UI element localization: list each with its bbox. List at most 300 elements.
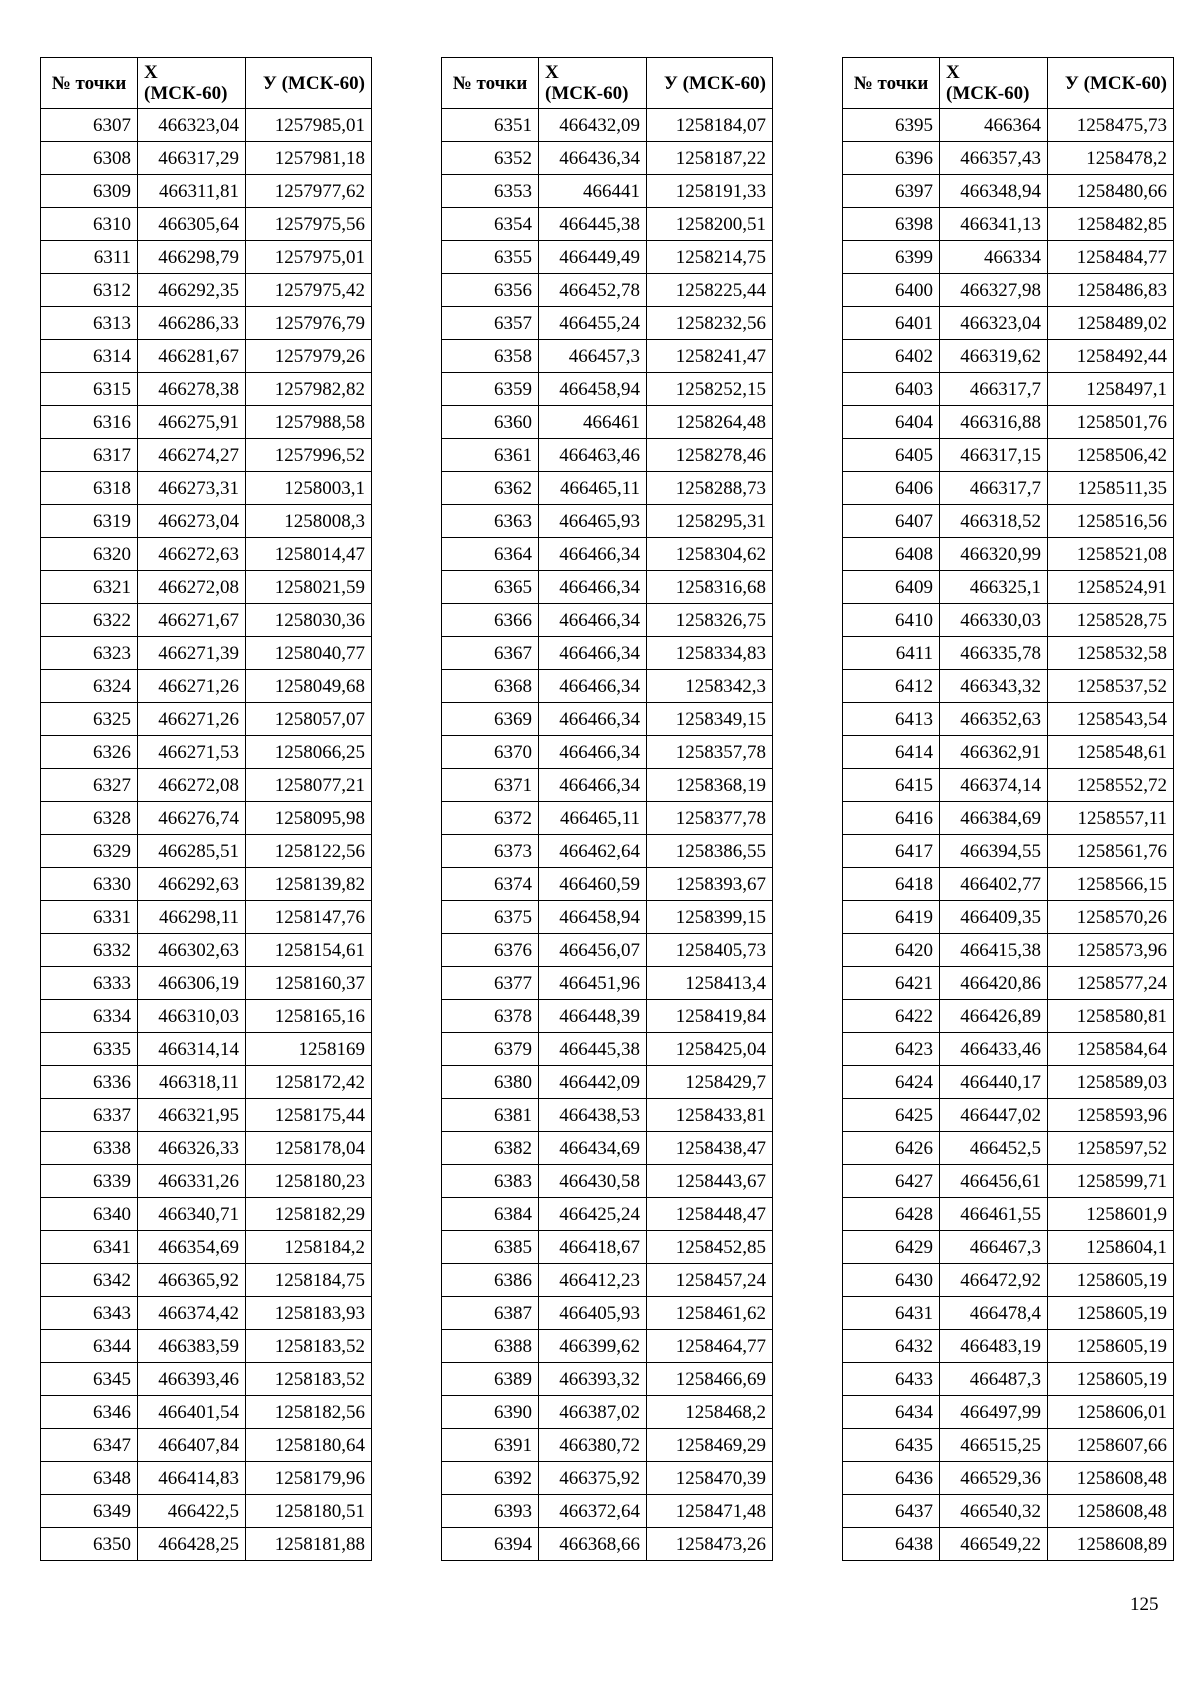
cell-point-number: 6362	[442, 472, 539, 505]
table-row	[41, 472, 372, 505]
cell-x-coordinate: 466452,5	[940, 1132, 1048, 1165]
table-row	[442, 1429, 773, 1462]
cell-x-coordinate: 466466,34	[539, 571, 647, 604]
cell-y-coordinate: 1258160,37	[246, 967, 372, 1000]
cell-y-coordinate: 1258241,47	[647, 340, 773, 373]
cell-x-coordinate: 466298,11	[138, 901, 246, 934]
cell-x-coordinate: 466466,34	[539, 769, 647, 802]
cell-point-number: 6407	[843, 505, 940, 538]
cell-x-coordinate: 466472,92	[940, 1264, 1048, 1297]
cell-point-number: 6332	[41, 934, 138, 967]
cell-y-coordinate: 1258183,52	[246, 1363, 372, 1396]
cell-point-number: 6321	[41, 571, 138, 604]
cell-x-coordinate: 466422,5	[138, 1495, 246, 1528]
cell-y-coordinate: 1258225,44	[647, 274, 773, 307]
cell-x-coordinate: 466487,3	[940, 1363, 1048, 1396]
cell-y-coordinate: 1258357,78	[647, 736, 773, 769]
cell-point-number: 6328	[41, 802, 138, 835]
header-x-coordinate: X (МСК-60)	[539, 58, 647, 109]
cell-x-coordinate: 466326,33	[138, 1132, 246, 1165]
cell-y-coordinate: 1258182,29	[246, 1198, 372, 1231]
table-row	[41, 901, 372, 934]
cell-x-coordinate: 466311,81	[138, 175, 246, 208]
cell-point-number: 6412	[843, 670, 940, 703]
cell-point-number: 6393	[442, 1495, 539, 1528]
cell-point-number: 6334	[41, 1000, 138, 1033]
cell-point-number: 6313	[41, 307, 138, 340]
table-row	[442, 637, 773, 670]
cell-point-number: 6390	[442, 1396, 539, 1429]
table-header-row	[843, 58, 1174, 109]
cell-y-coordinate: 1258252,15	[647, 373, 773, 406]
cell-y-coordinate: 1258599,71	[1048, 1165, 1174, 1198]
table-row	[41, 1363, 372, 1396]
cell-point-number: 6394	[442, 1528, 539, 1561]
cell-x-coordinate: 466529,36	[940, 1462, 1048, 1495]
table-row	[41, 1033, 372, 1066]
cell-x-coordinate: 466331,26	[138, 1165, 246, 1198]
cell-point-number: 6351	[442, 109, 539, 142]
table-row	[41, 1132, 372, 1165]
cell-point-number: 6370	[442, 736, 539, 769]
table-row	[442, 736, 773, 769]
cell-x-coordinate: 466341,13	[940, 208, 1048, 241]
cell-point-number: 6399	[843, 241, 940, 274]
cell-point-number: 6383	[442, 1165, 539, 1198]
cell-x-coordinate: 466319,62	[940, 340, 1048, 373]
cell-y-coordinate: 1258030,36	[246, 604, 372, 637]
cell-point-number: 6338	[41, 1132, 138, 1165]
cell-y-coordinate: 1258484,77	[1048, 241, 1174, 274]
cell-point-number: 6366	[442, 604, 539, 637]
cell-y-coordinate: 1258524,91	[1048, 571, 1174, 604]
cell-point-number: 6347	[41, 1429, 138, 1462]
cell-point-number: 6427	[843, 1165, 940, 1198]
cell-y-coordinate: 1258429,7	[647, 1066, 773, 1099]
table-row	[843, 703, 1174, 736]
table-row	[442, 340, 773, 373]
cell-y-coordinate: 1258593,96	[1048, 1099, 1174, 1132]
cell-point-number: 6409	[843, 571, 940, 604]
cell-y-coordinate: 1258470,39	[647, 1462, 773, 1495]
cell-point-number: 6433	[843, 1363, 940, 1396]
cell-x-coordinate: 466320,99	[940, 538, 1048, 571]
cell-point-number: 6326	[41, 736, 138, 769]
table-row	[442, 1363, 773, 1396]
cell-x-coordinate: 466442,09	[539, 1066, 647, 1099]
cell-y-coordinate: 1257996,52	[246, 439, 372, 472]
coordinates-table-1	[40, 57, 372, 1561]
cell-y-coordinate: 1258452,85	[647, 1231, 773, 1264]
cell-x-coordinate: 466465,11	[539, 802, 647, 835]
cell-point-number: 6360	[442, 406, 539, 439]
cell-y-coordinate: 1258169	[246, 1033, 372, 1066]
cell-y-coordinate: 1258492,44	[1048, 340, 1174, 373]
cell-point-number: 6350	[41, 1528, 138, 1561]
cell-y-coordinate: 1257975,01	[246, 241, 372, 274]
cell-point-number: 6392	[442, 1462, 539, 1495]
cell-x-coordinate: 466415,38	[940, 934, 1048, 967]
cell-y-coordinate: 1258448,47	[647, 1198, 773, 1231]
table-row	[442, 835, 773, 868]
cell-point-number: 6435	[843, 1429, 940, 1462]
cell-x-coordinate: 466374,14	[940, 769, 1048, 802]
table-row	[843, 604, 1174, 637]
cell-x-coordinate: 466399,62	[539, 1330, 647, 1363]
cell-y-coordinate: 1258604,1	[1048, 1231, 1174, 1264]
table-row	[41, 406, 372, 439]
cell-x-coordinate: 466461,55	[940, 1198, 1048, 1231]
cell-x-coordinate: 466461	[539, 406, 647, 439]
cell-y-coordinate: 1258003,1	[246, 472, 372, 505]
table-row	[843, 1198, 1174, 1231]
cell-point-number: 6401	[843, 307, 940, 340]
cell-point-number: 6339	[41, 1165, 138, 1198]
table-row	[41, 1396, 372, 1429]
cell-point-number: 6340	[41, 1198, 138, 1231]
cell-x-coordinate: 466432,09	[539, 109, 647, 142]
cell-point-number: 6384	[442, 1198, 539, 1231]
cell-x-coordinate: 466271,67	[138, 604, 246, 637]
cell-y-coordinate: 1258180,51	[246, 1495, 372, 1528]
table-row	[442, 703, 773, 736]
table-row	[843, 802, 1174, 835]
cell-x-coordinate: 466414,83	[138, 1462, 246, 1495]
header-y-coordinate: У (МСК-60)	[1048, 58, 1174, 109]
cell-y-coordinate: 1257977,62	[246, 175, 372, 208]
cell-y-coordinate: 1258182,56	[246, 1396, 372, 1429]
cell-y-coordinate: 1258393,67	[647, 868, 773, 901]
cell-y-coordinate: 1258139,82	[246, 868, 372, 901]
cell-x-coordinate: 466465,11	[539, 472, 647, 505]
cell-point-number: 6410	[843, 604, 940, 637]
cell-x-coordinate: 466306,19	[138, 967, 246, 1000]
cell-y-coordinate: 1258475,73	[1048, 109, 1174, 142]
table-row	[843, 1396, 1174, 1429]
cell-x-coordinate: 466330,03	[940, 604, 1048, 637]
cell-point-number: 6331	[41, 901, 138, 934]
cell-point-number: 6431	[843, 1297, 940, 1330]
cell-point-number: 6413	[843, 703, 940, 736]
cell-x-coordinate: 466466,34	[539, 703, 647, 736]
cell-point-number: 6416	[843, 802, 940, 835]
cell-y-coordinate: 1258433,81	[647, 1099, 773, 1132]
cell-x-coordinate: 466466,34	[539, 637, 647, 670]
cell-y-coordinate: 1258605,19	[1048, 1330, 1174, 1363]
cell-point-number: 6387	[442, 1297, 539, 1330]
cell-x-coordinate: 466348,94	[940, 175, 1048, 208]
cell-point-number: 6381	[442, 1099, 539, 1132]
table-row	[843, 373, 1174, 406]
cell-point-number: 6437	[843, 1495, 940, 1528]
cell-y-coordinate: 1258516,56	[1048, 505, 1174, 538]
cell-y-coordinate: 1258532,58	[1048, 637, 1174, 670]
cell-y-coordinate: 1257975,56	[246, 208, 372, 241]
table-row	[843, 1330, 1174, 1363]
table-row	[442, 1132, 773, 1165]
cell-point-number: 6377	[442, 967, 539, 1000]
cell-point-number: 6343	[41, 1297, 138, 1330]
cell-y-coordinate: 1258021,59	[246, 571, 372, 604]
cell-x-coordinate: 466451,96	[539, 967, 647, 1000]
cell-point-number: 6323	[41, 637, 138, 670]
cell-y-coordinate: 1258008,3	[246, 505, 372, 538]
cell-x-coordinate: 466272,63	[138, 538, 246, 571]
cell-y-coordinate: 1258295,31	[647, 505, 773, 538]
table-row	[41, 1297, 372, 1330]
cell-x-coordinate: 466286,33	[138, 307, 246, 340]
cell-x-coordinate: 466384,69	[940, 802, 1048, 835]
table-row	[843, 868, 1174, 901]
cell-point-number: 6314	[41, 340, 138, 373]
cell-point-number: 6330	[41, 868, 138, 901]
cell-point-number: 6419	[843, 901, 940, 934]
cell-x-coordinate: 466292,63	[138, 868, 246, 901]
cell-x-coordinate: 466445,38	[539, 1033, 647, 1066]
table-row	[41, 340, 372, 373]
cell-point-number: 6322	[41, 604, 138, 637]
cell-y-coordinate: 1258557,11	[1048, 802, 1174, 835]
cell-point-number: 6436	[843, 1462, 940, 1495]
cell-x-coordinate: 466448,39	[539, 1000, 647, 1033]
cell-point-number: 6386	[442, 1264, 539, 1297]
cell-x-coordinate: 466445,38	[539, 208, 647, 241]
cell-x-coordinate: 466365,92	[138, 1264, 246, 1297]
table-row	[41, 637, 372, 670]
table-row	[41, 571, 372, 604]
coordinates-table-2	[441, 57, 773, 1561]
cell-x-coordinate: 466372,64	[539, 1495, 647, 1528]
cell-y-coordinate: 1258566,15	[1048, 868, 1174, 901]
cell-y-coordinate: 1258497,1	[1048, 373, 1174, 406]
cell-y-coordinate: 1258466,69	[647, 1363, 773, 1396]
cell-point-number: 6369	[442, 703, 539, 736]
header-y-coordinate: У (МСК-60)	[647, 58, 773, 109]
cell-y-coordinate: 1258464,77	[647, 1330, 773, 1363]
table-row	[41, 967, 372, 1000]
cell-y-coordinate: 1258521,08	[1048, 538, 1174, 571]
cell-x-coordinate: 466452,78	[539, 274, 647, 307]
table-row	[442, 406, 773, 439]
table-row	[442, 1330, 773, 1363]
table-row	[843, 637, 1174, 670]
cell-point-number: 6397	[843, 175, 940, 208]
table-row	[442, 208, 773, 241]
table-row	[843, 835, 1174, 868]
table-row	[442, 274, 773, 307]
cell-y-coordinate: 1258288,73	[647, 472, 773, 505]
table-row	[41, 373, 372, 406]
cell-x-coordinate: 466466,34	[539, 604, 647, 637]
cell-y-coordinate: 1258175,44	[246, 1099, 372, 1132]
cell-point-number: 6385	[442, 1231, 539, 1264]
cell-x-coordinate: 466275,91	[138, 406, 246, 439]
cell-point-number: 6423	[843, 1033, 940, 1066]
table-row	[442, 1462, 773, 1495]
cell-y-coordinate: 1257985,01	[246, 109, 372, 142]
cell-y-coordinate: 1258511,35	[1048, 472, 1174, 505]
table-row	[843, 1066, 1174, 1099]
table-row	[41, 142, 372, 175]
cell-x-coordinate: 466271,39	[138, 637, 246, 670]
cell-x-coordinate: 466357,43	[940, 142, 1048, 175]
cell-y-coordinate: 1258486,83	[1048, 274, 1174, 307]
cell-x-coordinate: 466362,91	[940, 736, 1048, 769]
table-row	[41, 505, 372, 538]
cell-point-number: 6425	[843, 1099, 940, 1132]
cell-point-number: 6364	[442, 538, 539, 571]
cell-x-coordinate: 466466,34	[539, 670, 647, 703]
table-row	[41, 934, 372, 967]
cell-y-coordinate: 1258457,24	[647, 1264, 773, 1297]
header-x-coordinate: X (МСК-60)	[138, 58, 246, 109]
table-row	[843, 1495, 1174, 1528]
cell-y-coordinate: 1258066,25	[246, 736, 372, 769]
cell-x-coordinate: 466430,58	[539, 1165, 647, 1198]
table-row	[843, 1033, 1174, 1066]
table-row	[843, 505, 1174, 538]
table-row	[442, 1396, 773, 1429]
cell-x-coordinate: 466325,1	[940, 571, 1048, 604]
table-row	[41, 1462, 372, 1495]
cell-point-number: 6375	[442, 901, 539, 934]
cell-x-coordinate: 466383,59	[138, 1330, 246, 1363]
table-row	[442, 1099, 773, 1132]
cell-x-coordinate: 466272,08	[138, 571, 246, 604]
table-row	[843, 1264, 1174, 1297]
cell-point-number: 6376	[442, 934, 539, 967]
cell-y-coordinate: 1258049,68	[246, 670, 372, 703]
cell-x-coordinate: 466466,34	[539, 538, 647, 571]
table-row	[442, 142, 773, 175]
cell-point-number: 6319	[41, 505, 138, 538]
cell-x-coordinate: 466343,32	[940, 670, 1048, 703]
header-x-coordinate: X (МСК-60)	[940, 58, 1048, 109]
cell-y-coordinate: 1257981,18	[246, 142, 372, 175]
cell-x-coordinate: 466409,35	[940, 901, 1048, 934]
table-row	[843, 769, 1174, 802]
cell-point-number: 6316	[41, 406, 138, 439]
cell-point-number: 6418	[843, 868, 940, 901]
cell-y-coordinate: 1258482,85	[1048, 208, 1174, 241]
cell-point-number: 6309	[41, 175, 138, 208]
cell-y-coordinate: 1258480,66	[1048, 175, 1174, 208]
cell-x-coordinate: 466380,72	[539, 1429, 647, 1462]
cell-point-number: 6373	[442, 835, 539, 868]
cell-x-coordinate: 466458,94	[539, 901, 647, 934]
table-row	[843, 142, 1174, 175]
cell-x-coordinate: 466458,94	[539, 373, 647, 406]
cell-point-number: 6380	[442, 1066, 539, 1099]
cell-point-number: 6367	[442, 637, 539, 670]
cell-y-coordinate: 1258601,9	[1048, 1198, 1174, 1231]
cell-x-coordinate: 466321,95	[138, 1099, 246, 1132]
cell-point-number: 6406	[843, 472, 940, 505]
table-row	[442, 868, 773, 901]
table-row	[442, 175, 773, 208]
table-row	[843, 208, 1174, 241]
cell-y-coordinate: 1257982,82	[246, 373, 372, 406]
table-row	[442, 769, 773, 802]
cell-point-number: 6311	[41, 241, 138, 274]
cell-x-coordinate: 466549,22	[940, 1528, 1048, 1561]
table-row	[41, 1495, 372, 1528]
table-row	[843, 538, 1174, 571]
table-row	[41, 175, 372, 208]
cell-y-coordinate: 1258399,15	[647, 901, 773, 934]
cell-y-coordinate: 1258584,64	[1048, 1033, 1174, 1066]
table-row	[843, 1132, 1174, 1165]
table-row	[442, 901, 773, 934]
cell-y-coordinate: 1258469,29	[647, 1429, 773, 1462]
cell-point-number: 6405	[843, 439, 940, 472]
coordinates-table-3	[842, 57, 1174, 1561]
table-row	[41, 1330, 372, 1363]
cell-point-number: 6379	[442, 1033, 539, 1066]
table-row	[442, 802, 773, 835]
cell-x-coordinate: 466335,78	[940, 637, 1048, 670]
cell-point-number: 6438	[843, 1528, 940, 1561]
table-row	[41, 1066, 372, 1099]
cell-x-coordinate: 466540,32	[940, 1495, 1048, 1528]
cell-x-coordinate: 466460,59	[539, 868, 647, 901]
table-row	[843, 1429, 1174, 1462]
cell-y-coordinate: 1258154,61	[246, 934, 372, 967]
cell-point-number: 6337	[41, 1099, 138, 1132]
cell-x-coordinate: 466273,31	[138, 472, 246, 505]
cell-point-number: 6336	[41, 1066, 138, 1099]
cell-point-number: 6356	[442, 274, 539, 307]
cell-x-coordinate: 466323,04	[940, 307, 1048, 340]
cell-x-coordinate: 466318,52	[940, 505, 1048, 538]
cell-point-number: 6374	[442, 868, 539, 901]
cell-point-number: 6363	[442, 505, 539, 538]
cell-x-coordinate: 466418,67	[539, 1231, 647, 1264]
cell-point-number: 6421	[843, 967, 940, 1000]
table-row	[41, 1264, 372, 1297]
table-row	[843, 1297, 1174, 1330]
header-point-number: № точки	[442, 58, 539, 109]
cell-y-coordinate: 1258501,76	[1048, 406, 1174, 439]
cell-y-coordinate: 1258570,26	[1048, 901, 1174, 934]
cell-point-number: 6329	[41, 835, 138, 868]
cell-x-coordinate: 466467,3	[940, 1231, 1048, 1264]
cell-y-coordinate: 1258304,62	[647, 538, 773, 571]
table-row	[442, 1198, 773, 1231]
cell-x-coordinate: 466457,3	[539, 340, 647, 373]
cell-point-number: 6344	[41, 1330, 138, 1363]
cell-point-number: 6404	[843, 406, 940, 439]
cell-x-coordinate: 466281,67	[138, 340, 246, 373]
cell-x-coordinate: 466428,25	[138, 1528, 246, 1561]
cell-y-coordinate: 1258278,46	[647, 439, 773, 472]
table-row	[843, 274, 1174, 307]
table-row	[442, 373, 773, 406]
table-row	[843, 1462, 1174, 1495]
cell-point-number: 6325	[41, 703, 138, 736]
table-row	[41, 1000, 372, 1033]
cell-x-coordinate: 466272,08	[138, 769, 246, 802]
table-row	[843, 241, 1174, 274]
table-row	[41, 835, 372, 868]
cell-y-coordinate: 1258180,64	[246, 1429, 372, 1462]
table-row	[41, 1198, 372, 1231]
cell-y-coordinate: 1258413,4	[647, 967, 773, 1000]
table-row	[843, 571, 1174, 604]
table-row	[41, 538, 372, 571]
cell-x-coordinate: 466278,38	[138, 373, 246, 406]
cell-y-coordinate: 1258214,75	[647, 241, 773, 274]
